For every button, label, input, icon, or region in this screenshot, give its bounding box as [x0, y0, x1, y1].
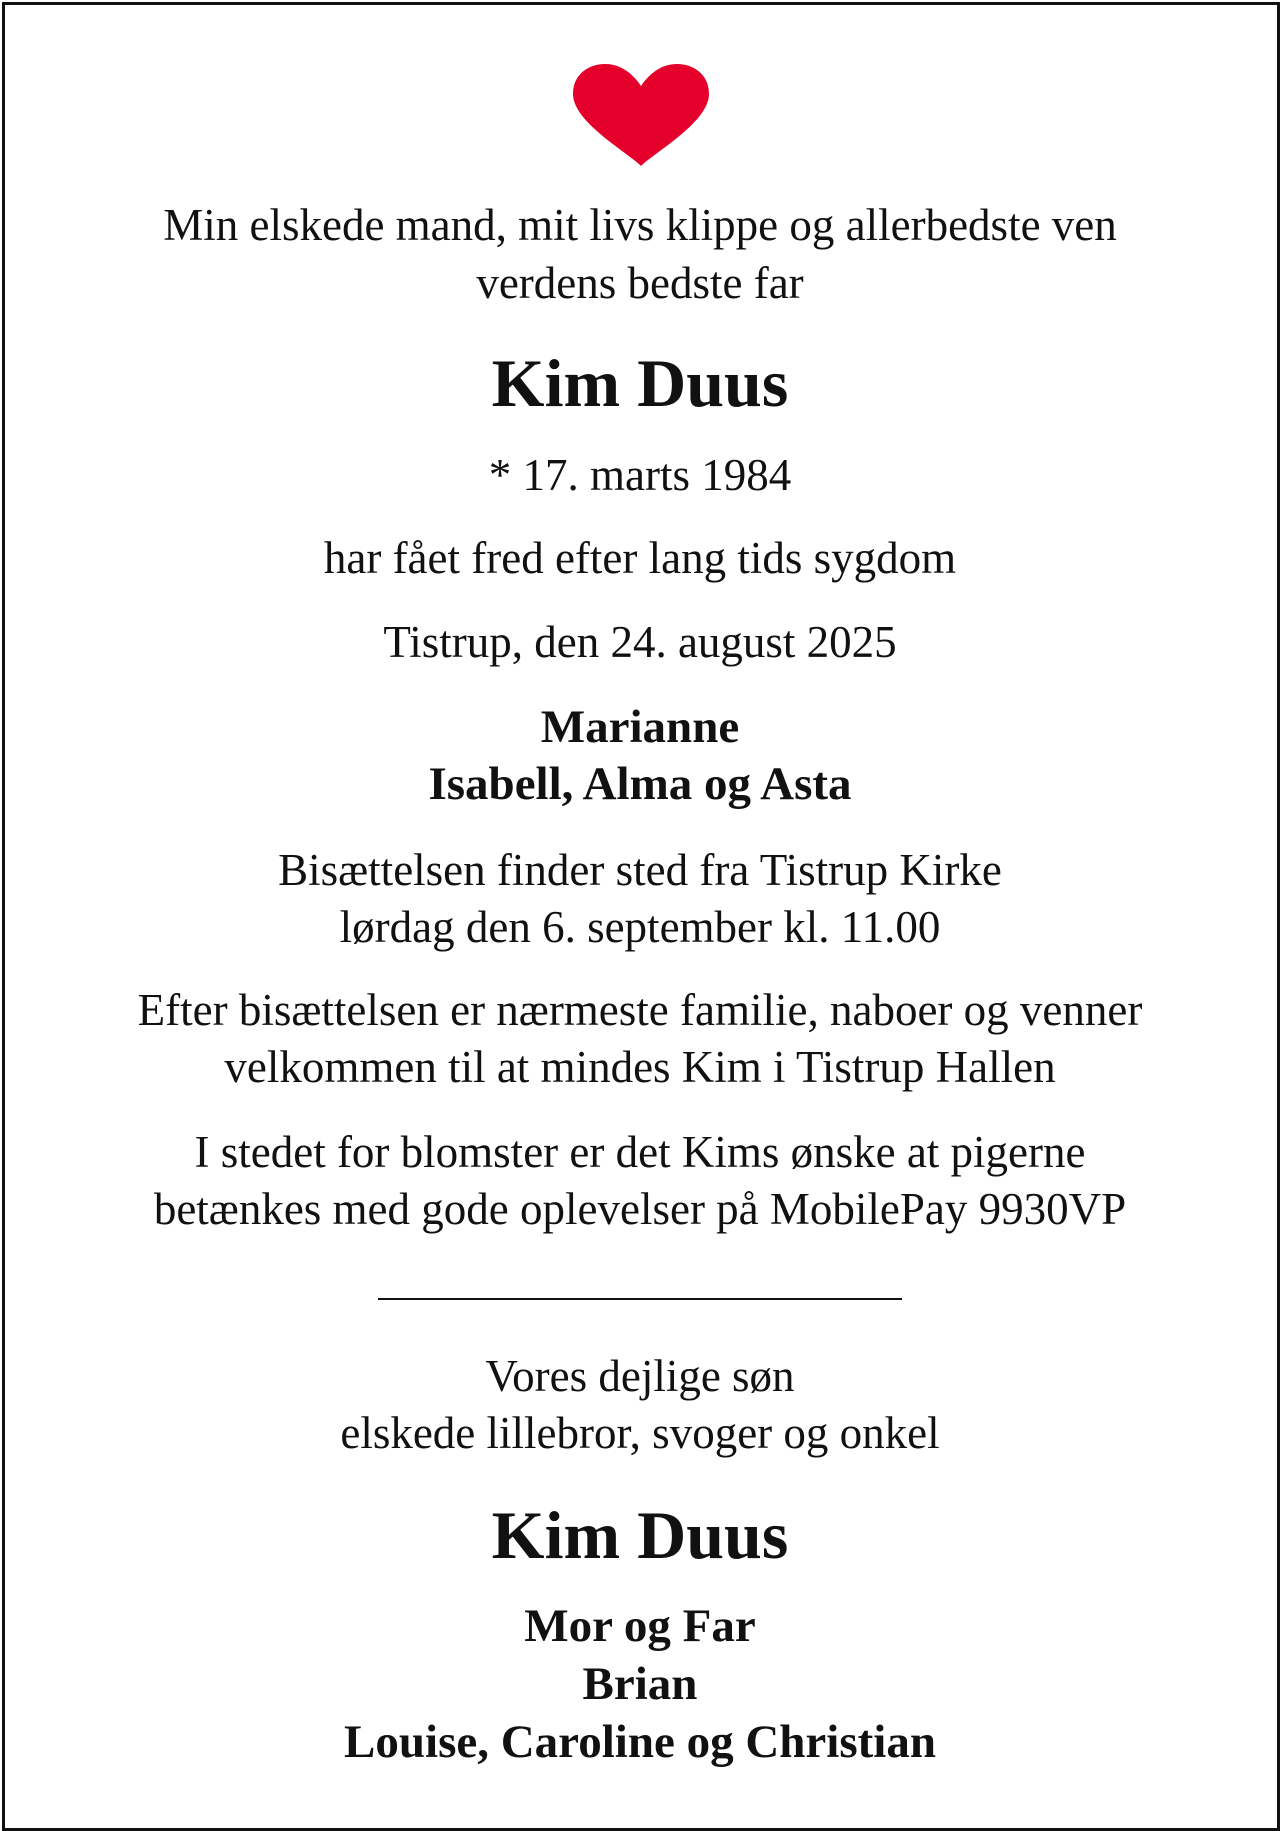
birth-date: * 17. marts 1984 — [488, 450, 792, 500]
divider — [378, 1298, 902, 1300]
intro-line-1: Min elskede mand, mit livs klippe og allerbedste ven — [163, 200, 1117, 250]
deceased-name: Kim Duus — [491, 345, 789, 421]
second-family-line-2: Brian — [582, 1658, 698, 1710]
second-intro-line-2: elskede lillebror, svoger og onkel — [340, 1408, 940, 1458]
second-intro-line-1: Vores dejlige søn — [485, 1351, 795, 1401]
flowers-line-2: betænkes med gode oplevelser på MobilePay 9930VP — [153, 1184, 1127, 1234]
second-family-line-3: Louise, Caroline og Christian — [344, 1716, 936, 1768]
family-line-1: Marianne — [540, 701, 740, 753]
funeral-line-2: lørdag den 6. september kl. 11.00 — [339, 902, 941, 952]
gathering-line-2: velkommen til at mindes Kim i Tistrup Hallen — [224, 1042, 1056, 1092]
peace-statement: har fået fred efter lang tids sygdom — [323, 533, 957, 583]
place-and-date: Tistrup, den 24. august 2025 — [383, 617, 897, 667]
intro-line-2: verdens bedste far — [476, 258, 804, 308]
funeral-line-1: Bisættelsen finder sted fra Tistrup Kirke — [278, 845, 1002, 895]
second-deceased-name: Kim Duus — [491, 1497, 789, 1573]
gathering-line-1: Efter bisættelsen er nærmeste familie, naboer og venner — [137, 985, 1143, 1035]
second-family-line-1: Mor og Far — [524, 1600, 756, 1652]
family-line-2: Isabell, Alma og Asta — [428, 758, 852, 810]
flowers-line-1: I stedet for blomster er det Kims ønske at pigerne — [194, 1127, 1086, 1177]
heart-icon — [567, 62, 715, 172]
